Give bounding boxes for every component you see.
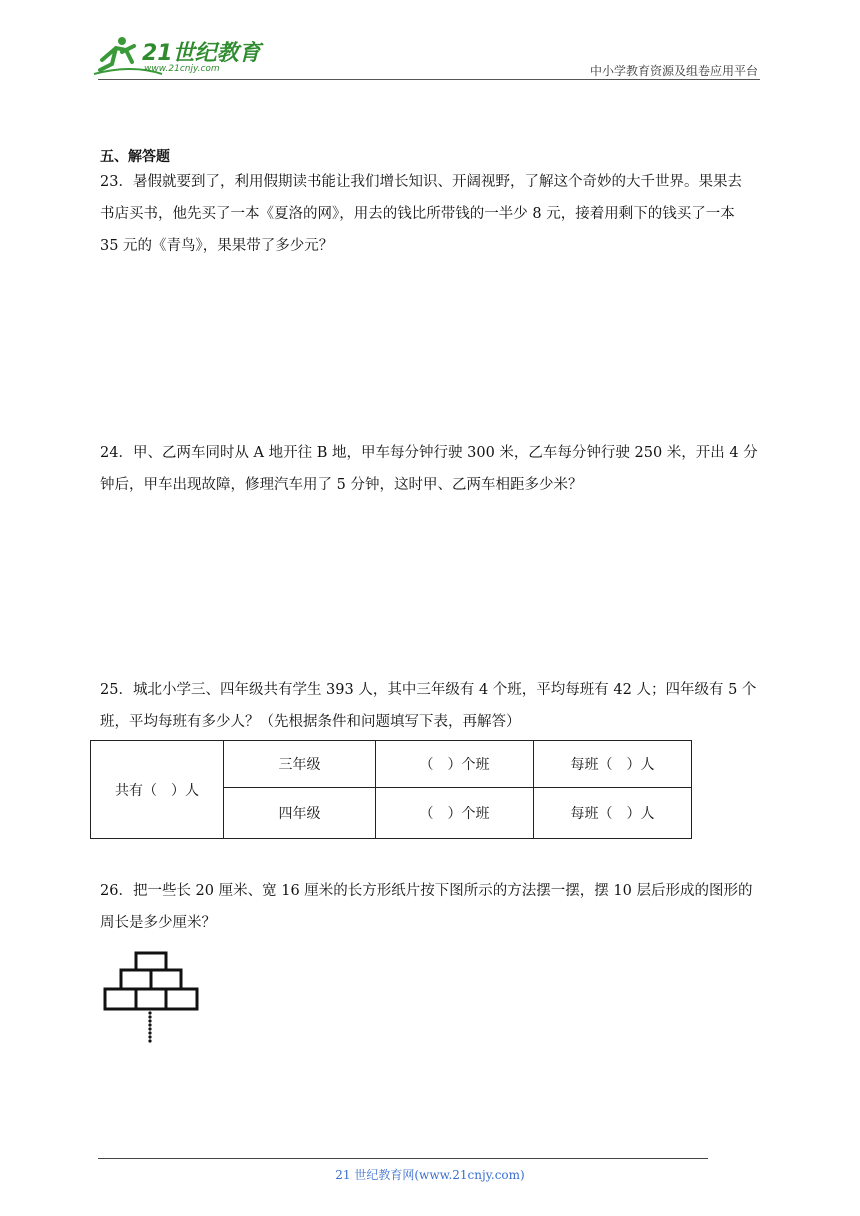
platform-name: 中小学教育资源及组卷应用平台 [589,64,758,78]
question-24-line-1: 24．甲、乙两车同时从 A 地开往 B 地，甲车每分钟行驶 300 米，乙车每分钟行驶 250 米，开出 4 分 [100,445,758,461]
stacked-rectangles-figure [100,950,202,1044]
question-23-line-2: 书店买书，他先买了一本《夏洛的网》，用去的钱比所带钱的一半少 8 元，接着用剩下的钱买了一本 [100,206,735,222]
question-25 [100,674,764,738]
logo-text: 21世纪教育 [142,41,261,66]
site-logo [92,34,262,78]
section-title: 五、解答题 [100,149,170,165]
total-cell: 共有（ ）人 [91,741,224,839]
question-23-line-3: 35 元的《青鸟》，果果带了多少元？ [100,238,334,254]
footer-divider [98,1158,708,1159]
table-row [91,741,692,788]
per-class-cell: 每班（ ）人 [534,788,692,839]
footer-link[interactable]: 21 世纪教育网(www.21cnjy.com) [335,1168,525,1182]
grade-cell: 四年级 [224,788,376,839]
logo-url: www.21cnjy.com [144,64,220,74]
grade-cell: 三年级 [224,741,376,788]
question-25-line-1: 25．城北小学三、四年级共有学生 393 人，其中三年级有 4 个班，平均每班有 42 人；四年级有 5 个 [100,682,757,698]
header-divider [98,79,760,80]
question-26-line-1: 26．把一些长 20 厘米、宽 16 厘米的长方形纸片按下图所示的方法摆一摆，摆 10 层后形成的图形的 [100,883,753,899]
question-24 [100,437,764,501]
question-25-line-2: 班，平均每班有多少人？（先根据条件和问题填写下表，再解答） [100,714,521,730]
classes-cell: （ ）个班 [376,788,534,839]
classes-cell: （ ）个班 [376,741,534,788]
question-26 [100,875,764,939]
answer-table [90,740,692,839]
per-class-cell: 每班（ ）人 [534,741,692,788]
question-24-line-2: 钟后，甲车出现故障，修理汽车用了 5 分钟，这时甲、乙两车相距多少米？ [100,477,583,493]
question-23-line-1: 23．暑假就要到了，利用假期读书能让我们增长知识、开阔视野，了解这个奇妙的大千世界。果果去 [100,174,742,190]
question-23 [100,166,764,262]
question-26-line-2: 周长是多少厘米？ [100,915,216,931]
